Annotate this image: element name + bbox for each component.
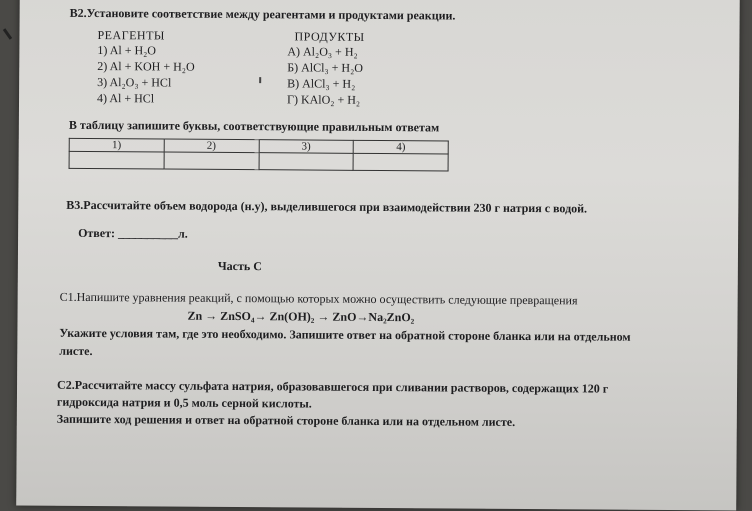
product-item: Г) KAlO₂ + H₂ <box>287 92 361 107</box>
product-item: А) Al₂O₃ + H₂ <box>287 44 358 59</box>
c1-question: С1.Напишите уравнения реакций, с помощью которых можно осуществить следующие превращения <box>59 289 578 308</box>
reagents-heading: РЕАГЕНТЫ <box>97 28 165 43</box>
product-item: В) AlCl₃ + H₂ <box>287 76 356 91</box>
answer-col-1: 1) <box>69 138 164 152</box>
answer-col-4: 4) <box>353 140 448 154</box>
c1-chain: Zn → ZnSO₄→ Zn(OH)₂ → ZnO→Na₂ZnO₂ <box>187 308 415 325</box>
pen-mark <box>3 28 12 40</box>
reagent-item: 1) Al + H₂O <box>97 43 157 58</box>
products-heading: ПРОДУКТЫ <box>294 29 365 44</box>
product-item: Б) AlCl₃ + H₂O <box>287 60 364 75</box>
part-c-heading: Часть С <box>217 258 262 274</box>
answer-cell[interactable] <box>353 153 448 171</box>
c1-line1: Укажите условия там, где это необходимо. Запишите ответ на обратной стороне бланка или на отдельном <box>59 325 631 344</box>
b3-answer: Ответ: __________л. <box>78 225 188 241</box>
answer-col-3: 3) <box>259 140 354 154</box>
pen-dot <box>259 77 261 83</box>
answer-cell[interactable] <box>164 152 259 170</box>
c2-line2: гидроксида натрия и 0,5 моль серной кислоты. <box>56 394 312 411</box>
answer-cell[interactable] <box>259 153 354 171</box>
answer-table <box>69 138 449 172</box>
answer-col-2: 2) <box>164 139 259 153</box>
answer-cell[interactable] <box>69 151 164 169</box>
table-instruction: В таблицу запишите буквы, соответствующие правильным ответам <box>68 117 440 135</box>
worksheet-paper <box>16 0 740 511</box>
b3-question: В3.Рассчитайте объем водорода (н.у), выделившегося при взаимодействии 230 г натрия с водой. <box>66 197 588 216</box>
c2-line3: Запишите ход решения и ответ на обратной стороне бланка или на отдельном листе. <box>56 411 516 429</box>
c2-line1: С2.Рассчитайте массу сульфата натрия, образовавшегося при сливании растворов, содержащих 120 г <box>57 377 609 396</box>
answer-table-blank-row <box>69 151 448 171</box>
reagent-item: 4) Al + HCl <box>97 91 155 106</box>
reagent-item: 3) Al₂O₃ + HCl <box>97 75 172 90</box>
reagent-item: 2) Al + KOH + H₂O <box>97 59 195 74</box>
b2-title: В2.Установите соответствие между реагентами и продуктами реакции. <box>69 5 456 23</box>
c1-line2: листе. <box>59 343 93 359</box>
